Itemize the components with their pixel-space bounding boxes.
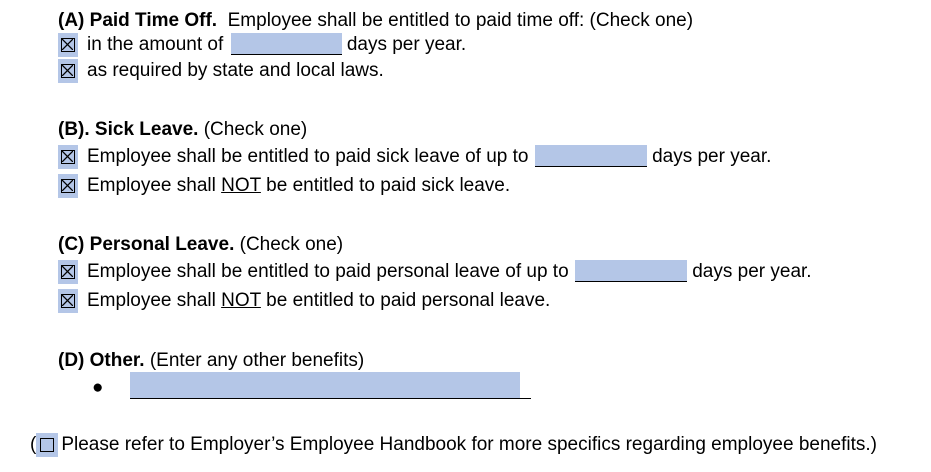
pto-option-amount xyxy=(58,33,466,57)
sick-not-label-post: be entitled to paid sick leave. xyxy=(266,175,511,196)
sick-not-checkbox[interactable] xyxy=(58,174,78,198)
handbook-open-paren: ( xyxy=(30,434,37,455)
sick-paid-label: Employee shall be entitled to paid sick leave of up to xyxy=(87,146,529,167)
sick-days-field[interactable] xyxy=(535,145,647,167)
sick-heading-line xyxy=(58,118,307,142)
pto-amount-checkbox[interactable] xyxy=(58,33,78,57)
personal-paid-label: Employee shall be entitled to paid personal leave of up to xyxy=(87,261,569,282)
personal-days-field[interactable] xyxy=(575,260,687,282)
sick-paid-checkbox[interactable] xyxy=(58,145,78,169)
handbook-note xyxy=(30,433,877,457)
other-benefits-underline xyxy=(130,398,531,399)
personal-option-not xyxy=(58,289,550,313)
pto-intro: Employee shall be entitled to paid time off: (Check one) xyxy=(227,10,694,31)
pto-amount-suffix: days per year. xyxy=(346,34,467,55)
pto-option-law xyxy=(58,59,384,83)
other-intro: (Enter any other benefits) xyxy=(149,350,365,371)
sick-not-label-pre: Employee shall xyxy=(87,175,216,196)
personal-heading: (C) Personal Leave. xyxy=(58,234,235,255)
pto-heading-line xyxy=(58,9,693,33)
pto-heading: (A) Paid Time Off. xyxy=(58,10,218,31)
personal-not-label-post: be entitled to paid personal leave. xyxy=(266,290,551,311)
sick-not-emphasis: NOT xyxy=(221,175,261,196)
personal-paid-suffix: days per year. xyxy=(692,261,812,282)
personal-heading-line xyxy=(58,233,343,257)
pto-law-checkbox[interactable] xyxy=(58,59,78,83)
other-heading-line xyxy=(58,349,364,373)
bullet-icon: ● xyxy=(92,377,104,398)
pto-law-label: as required by state and local laws. xyxy=(87,60,384,81)
personal-option-paid xyxy=(58,260,812,284)
sick-paid-suffix: days per year. xyxy=(652,146,772,167)
personal-intro: (Check one) xyxy=(239,234,344,255)
sick-option-paid xyxy=(58,145,771,169)
handbook-checkbox[interactable] xyxy=(36,433,58,457)
handbook-text: Please refer to Employer’s Employee Handbook for more specifics regarding employee benefits.) xyxy=(61,434,877,455)
personal-paid-checkbox[interactable] xyxy=(58,260,78,284)
personal-not-label-pre: Employee shall xyxy=(87,290,216,311)
personal-not-emphasis: NOT xyxy=(221,290,261,311)
sick-option-not xyxy=(58,174,510,198)
other-heading: (D) Other. xyxy=(58,350,145,371)
other-benefits-field[interactable] xyxy=(130,372,520,399)
pto-amount-label: in the amount of xyxy=(87,34,224,55)
sick-intro: (Check one) xyxy=(203,119,308,140)
pto-days-field[interactable] xyxy=(231,33,342,55)
sick-heading: (B). Sick Leave. xyxy=(58,119,199,140)
personal-not-checkbox[interactable] xyxy=(58,289,78,313)
